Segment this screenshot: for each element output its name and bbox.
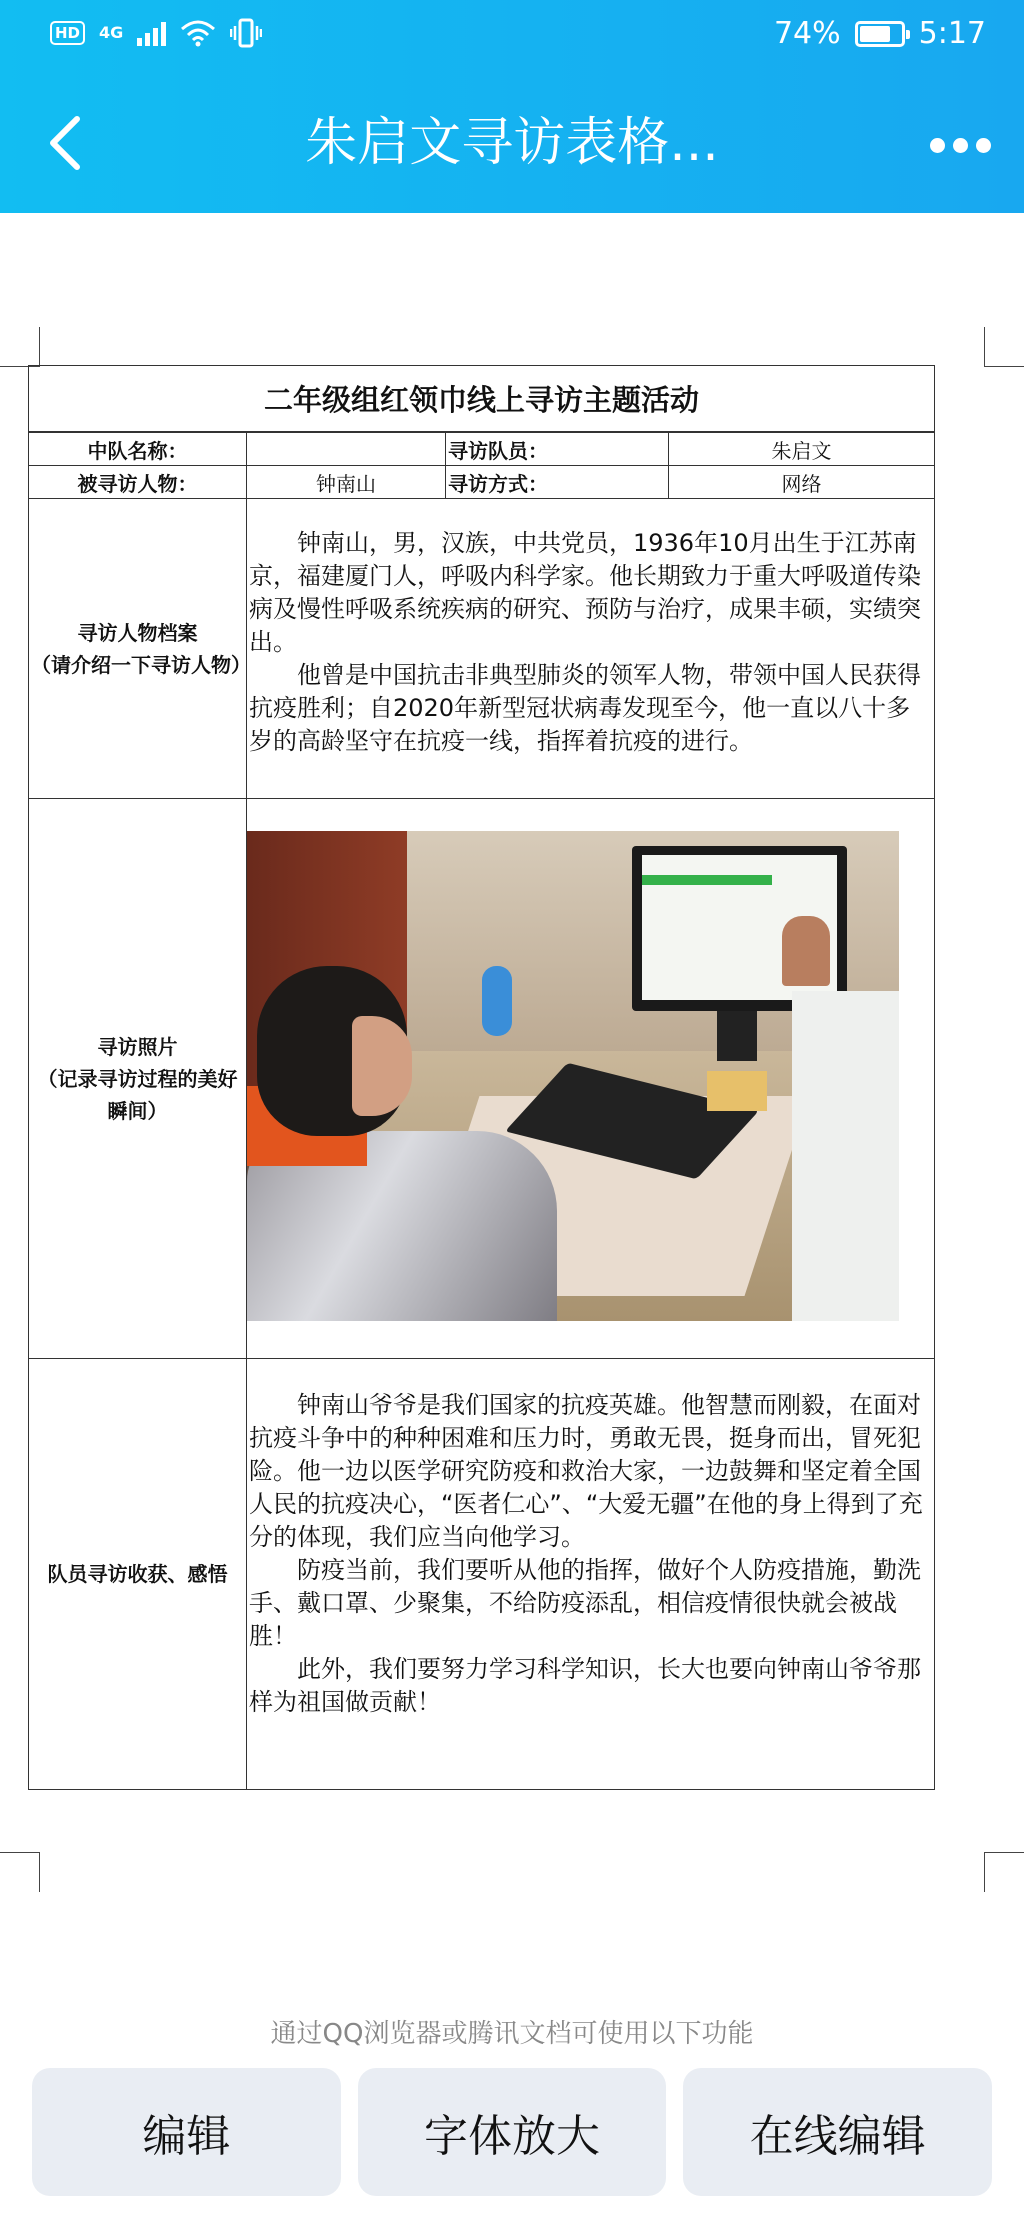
bottom-actions — [32, 2068, 992, 2196]
table-row — [29, 466, 934, 499]
reflection-row — [29, 1359, 934, 1789]
document-title: 二年级组红领巾线上寻访主题活动 — [29, 366, 934, 433]
crop-mark-bottom-left — [0, 1852, 40, 1892]
visitor-label: 寻访队员： — [446, 433, 669, 465]
nav-bar — [0, 90, 1024, 200]
photo-label-line2: （记录寻访过程的美好瞬间） — [37, 1066, 238, 1123]
battery-percent: 74% — [773, 16, 841, 51]
profile-label-line2: （请介绍一下寻访人物） — [31, 652, 251, 677]
status-left — [50, 18, 262, 48]
battery-fill — [860, 26, 890, 42]
photo-content — [247, 799, 934, 1358]
profile-paragraph: 他曾是中国抗击非典型肺炎的领军人物，带领中国人民获得抗疫胜利；自2020年新型冠状病毒发现至今，他一直以八十多岁的高龄坚守在抗疫一线，指挥着抗疫的进行。 — [249, 661, 921, 755]
photo-row — [29, 799, 934, 1359]
more-dots-icon — [930, 138, 945, 153]
crop-mark-bottom-right — [984, 1852, 1024, 1892]
profile-row — [29, 499, 934, 799]
online-edit-button[interactable]: 在线编辑 — [683, 2068, 992, 2196]
table-row — [29, 433, 934, 466]
profile-label — [29, 499, 251, 798]
reflection-label: 队员寻访收获、感悟 — [29, 1359, 247, 1789]
vibrate-icon — [230, 18, 262, 48]
wifi-icon — [180, 19, 216, 47]
status-bar — [0, 0, 1024, 70]
visit-method-label: 寻访方式： — [446, 466, 669, 498]
back-button[interactable] — [30, 108, 100, 178]
visitor-value: 朱启文 — [771, 438, 832, 463]
reflection-paragraph: 钟南山爷爷是我们国家的抗疫英雄。他智慧而刚毅，在面对抗疫斗争中的种种困难和压力时，勇敢无畏，挺身而出，冒死犯险。他一边以医学研究防疫和救治大家，一边鼓舞和坚定着全国人民的抗疫决心，“医者仁心”、“大爱无疆”在他的身上得到了充分的体现，我们应当向他学习。 — [249, 1391, 923, 1551]
feature-hint: 通过QQ浏览器或腾讯文档可使用以下功能 — [270, 2019, 754, 2049]
visit-method-value: 网络 — [781, 471, 822, 496]
reflection-paragraph: 此外，我们要努力学习科学知识，长大也要向钟南山爷爷那样为祖国做贡献！ — [249, 1655, 921, 1716]
crop-mark-top-left — [0, 327, 40, 367]
profile-content — [247, 499, 934, 798]
enlarge-font-button[interactable]: 字体放大 — [358, 2068, 667, 2196]
signal-icon — [137, 20, 166, 46]
reflection-paragraph: 防疫当前，我们要听从他的指挥，做好个人防疫措施，勤洗手、戴口罩、少聚集，不给防疫添乱，相信疫情很快就会被战胜！ — [249, 1556, 921, 1650]
hd-badge: HD — [50, 21, 85, 45]
clock: 5:17 — [918, 16, 986, 51]
squad-name-value — [247, 433, 446, 465]
reflection-content — [247, 1359, 934, 1789]
page-title: 朱启文寻访表格... — [305, 113, 719, 173]
network-type: 4G — [99, 23, 124, 42]
photo-label — [29, 799, 247, 1358]
profile-label-line1: 寻访人物档案 — [77, 620, 198, 645]
chevron-left-icon — [45, 115, 85, 171]
photo-label-line1: 寻访照片 — [97, 1034, 178, 1059]
more-button[interactable] — [920, 120, 1000, 170]
crop-mark-top-right — [984, 327, 1024, 367]
interviewee-value: 钟南山 — [247, 466, 446, 498]
app-header — [0, 0, 1024, 213]
squad-name-label: 中队名称： — [29, 433, 247, 465]
edit-button[interactable]: 编辑 — [32, 2068, 341, 2196]
interviewee-label: 被寻访人物： — [29, 466, 247, 498]
status-right — [774, 16, 986, 51]
visit-photo — [247, 831, 899, 1321]
document-table — [28, 365, 935, 1790]
battery-icon — [855, 21, 905, 47]
profile-paragraph: 钟南山，男，汉族，中共党员，1936年10月出生于江苏南京，福建厦门人，呼吸内科学家。他长期致力于重大呼吸道传染病及慢性呼吸系统疾病的研究、预防与治疗，成果丰硕，实绩突出。 — [249, 529, 921, 656]
